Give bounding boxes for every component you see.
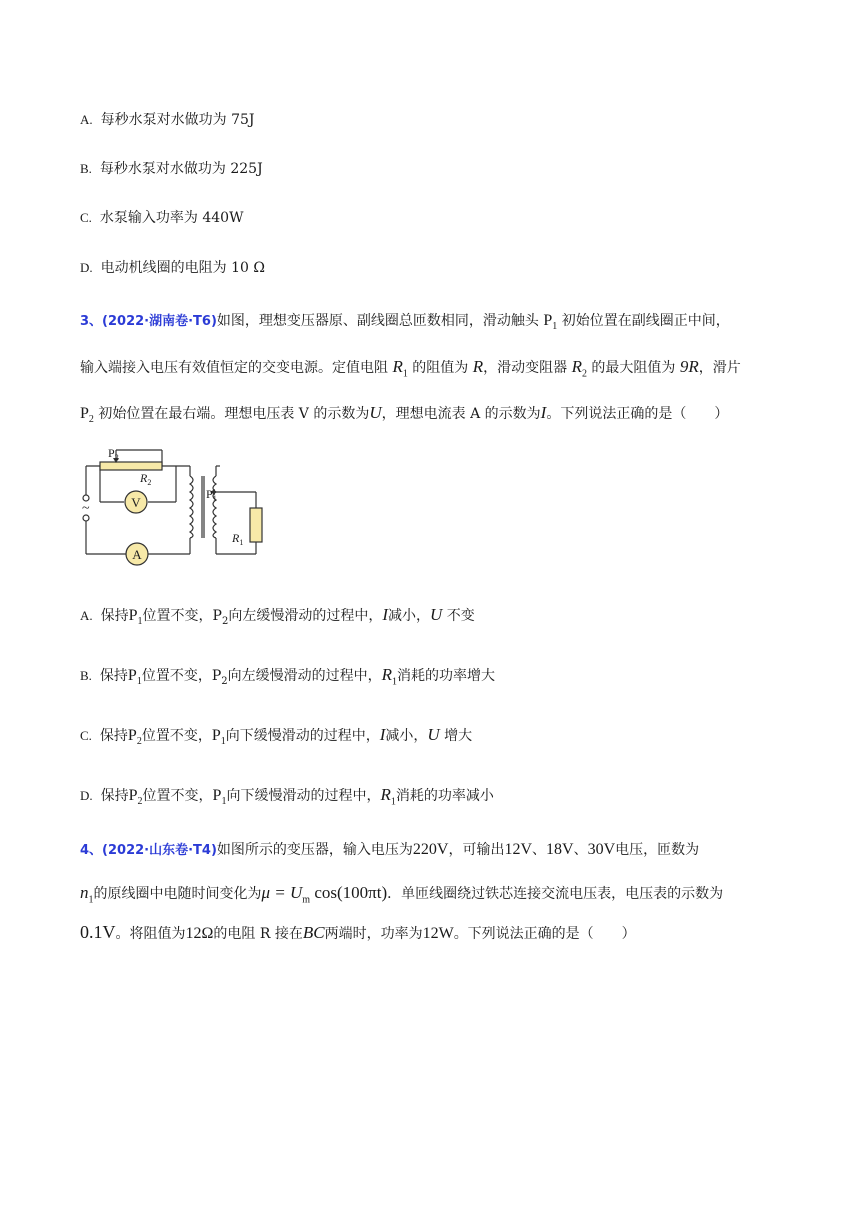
- option-letter: C.: [80, 210, 92, 225]
- r-symbol: R: [472, 357, 484, 376]
- q3-text: ，滑片: [698, 360, 741, 376]
- q3-text: 如图，理想变压器原、副线圈总匝数相同，滑动触头: [216, 313, 544, 329]
- q4-text: 如图所示的变压器，输入电压为: [216, 842, 413, 858]
- q4-line-3: [80, 922, 636, 944]
- ac-source-label: ~: [82, 501, 90, 516]
- option-letter: B.: [80, 668, 92, 683]
- nine-r-symbol: 9R: [679, 357, 699, 376]
- option-letter: B.: [80, 161, 92, 176]
- q3-header: 3、(2022·湖南卷·T6): [80, 314, 217, 329]
- q3-text: 的最大阻值为: [586, 360, 680, 376]
- q3-option-c: C. 保持$P_2$位置不变，$P_1$向下缓慢滑动的过程中，I减小，U 增大: [80, 725, 473, 748]
- r1-resistor: [250, 508, 262, 542]
- option-letter: A.: [80, 112, 93, 127]
- option-text: 电动机线圈的电阻为 10 Ω: [100, 260, 265, 276]
- bc-symbol: BC: [302, 923, 325, 942]
- q4-text: ，可输出: [448, 842, 505, 858]
- q2-option-a: [80, 110, 255, 130]
- option-letter: C.: [80, 728, 92, 743]
- r2-symbol: $R_2$: [571, 357, 587, 380]
- r1-symbol: $R_1$: [392, 357, 408, 380]
- q4-header: 4、(2022·山东卷·T4): [80, 843, 217, 858]
- q4-text: 。将阻值为: [115, 926, 186, 942]
- voltmeter-label: V: [131, 495, 141, 510]
- option-text: 水泵输入功率为 440W: [99, 210, 244, 226]
- q3-text: ，滑动变阻器: [483, 360, 572, 376]
- q4-text: 两端时，功率为: [324, 926, 423, 942]
- q3-option-a: A. 保持$P_1$位置不变，$P_2$向左缓慢滑动的过程中，I减小，U 不变: [80, 605, 475, 628]
- p2-symbol: $P_2$: [80, 405, 94, 426]
- q4-line-2: [80, 883, 723, 910]
- q2-option-b: [80, 159, 263, 179]
- i-symbol: I: [540, 403, 547, 422]
- q3-option-d: D. 保持$P_2$位置不变，$P_1$向下缓慢滑动的过程中，$R_1$消耗的功率减小: [80, 785, 494, 808]
- p1-label: $P_1$: [206, 487, 217, 503]
- voltage-30: 30V: [587, 841, 616, 858]
- q2-option-d: [80, 258, 265, 278]
- option-letter: D.: [80, 788, 93, 803]
- q3-option-b: B. 保持$P_1$位置不变，$P_2$向左缓慢滑动的过程中，$R_1$消耗的功率增大: [80, 665, 496, 688]
- voltage-0-1: 0.1V: [80, 922, 116, 942]
- q4-text: 电压，匝数为: [615, 842, 700, 858]
- circuit-diagram: [78, 446, 268, 570]
- q4-text: 。下列说法正确的是（ ）: [453, 926, 636, 942]
- voltage-12: 12V: [504, 841, 533, 858]
- q3-line-1: [80, 311, 730, 337]
- q3-line-3: [80, 403, 728, 430]
- voltage-formula: $\mu = U_m$ cos(100πt): [261, 883, 388, 906]
- q3-text: 初始位置在最右端。理想电压表 V 的示数为: [93, 406, 370, 422]
- q3-text: 初始位置在副线圈正中间，: [557, 313, 730, 329]
- r1-label: $R_1$: [232, 531, 244, 547]
- q3-text: 输入端接入电压有效值恒定的交变电源。定值电阻: [80, 360, 393, 376]
- option-text: 每秒水泵对水做功为 75J: [100, 112, 255, 128]
- r2-resistor: [100, 462, 162, 470]
- option-letter: D.: [80, 260, 93, 275]
- r2-label: $R_2$: [140, 471, 152, 487]
- q3-text: 的阻值为: [407, 360, 473, 376]
- p2-label: $P_2$: [108, 446, 119, 462]
- u-symbol: U: [369, 403, 382, 422]
- q4-line-1: 4、(2022·山东卷·T4)如图所示的变压器，输入电压为220V，可输出12V、18V、30V电压，匝数为: [80, 841, 700, 858]
- q4-text: 的电阻 R 接在: [213, 926, 303, 942]
- q4-text: ．单匝线圈绕过铁芯连接交流电压表，电压表的示数为: [387, 886, 724, 902]
- q2-option-c: [80, 208, 243, 228]
- voltage-18: 18V: [546, 841, 574, 858]
- q4-text: 的原线圈中电随时间变化为: [93, 886, 262, 902]
- q3-text: 。下列说法正确的是（ ）: [546, 406, 729, 422]
- p1-symbol: $P_1$: [543, 312, 558, 333]
- voltage-220: 220V: [412, 841, 449, 858]
- q3-text: ，理想电流表 A 的示数为: [381, 406, 541, 422]
- resistance-12: 12Ω: [185, 925, 214, 942]
- ammeter-label: A: [132, 547, 142, 562]
- power-12: 12W: [422, 925, 454, 942]
- n1-symbol: $n_1$: [80, 883, 94, 906]
- option-letter: A.: [80, 608, 93, 623]
- q3-line-2: [80, 357, 741, 384]
- option-text: 每秒水泵对水做功为 225J: [99, 161, 263, 177]
